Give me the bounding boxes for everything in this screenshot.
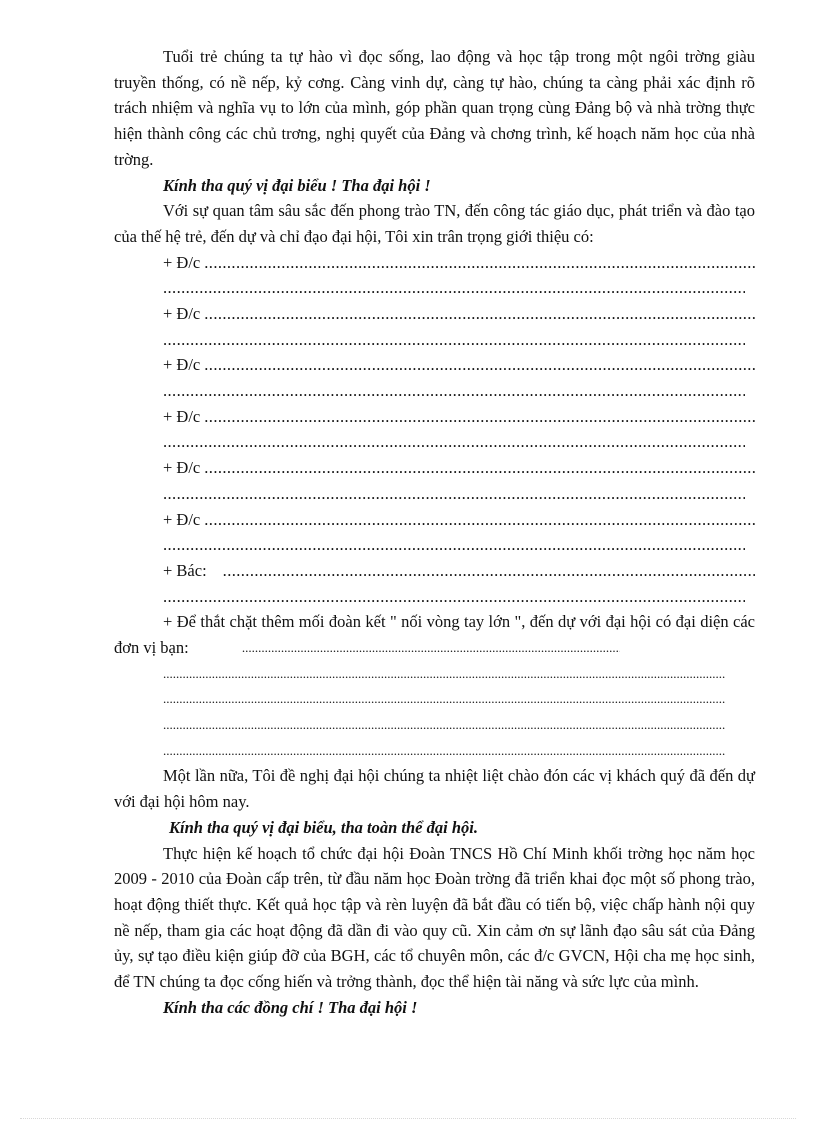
paragraph-pride: Tuổi trẻ chúng ta tự hào vì đọc sống, lao động và học tập trong một ngôi trờng giàu truyền thống, có nề nếp, kỷ cơng. Càng vinh dự, càng tự hào, chúng ta càng phải xác định rõ trách nhiệm và nghĩa vụ to lớn của mình, góp phần quan trọng cùng Đảng bộ và nhà trờng thực hiện thành công các chủ trơng, nghị quyết của Đảng và chơng trình, kế hoạch năm học của nhà trờng. bbox=[114, 47, 755, 169]
guest-continuation-line bbox=[114, 429, 745, 455]
guest-line: + Đ/c ..... bbox=[114, 352, 755, 378]
guest-continuation-line bbox=[114, 275, 745, 301]
guest-line: + Đ/c ..... bbox=[114, 404, 755, 430]
guest-line: + Đ/c ..... bbox=[114, 250, 755, 276]
partner-unit-line bbox=[114, 661, 725, 687]
guest-line: + Đ/c ..... bbox=[114, 301, 755, 327]
greeting-heading-1: Kính tha quý vị đại biểu ! Tha đại hội ! bbox=[163, 175, 431, 195]
paragraph-introduction: Với sự quan tâm sâu sắc đến phong trào TN, đến công tác giáo dục, phát triển và đào tạo của thế hệ trẻ, đến dự và chỉ đạo đại hội, Tôi xin trân trọng giới thiệu có: bbox=[114, 201, 755, 246]
greeting-heading-3: Kính tha các đồng chí ! Tha đại hội ! bbox=[163, 997, 418, 1017]
page-bottom-border bbox=[20, 1118, 796, 1119]
guest-line: + Đ/c ..... bbox=[114, 455, 755, 481]
document-page bbox=[114, 44, 755, 1020]
guest-line: + Đ/c ..... bbox=[114, 507, 755, 533]
guest-list bbox=[114, 250, 755, 610]
guest-continuation-line bbox=[114, 327, 745, 353]
paragraph-welcome: Một lần nữa, Tôi đề nghị đại hội chúng ta nhiệt liệt chào đón các vị khách quý đã đến dự với đại hội hôm nay. bbox=[114, 766, 755, 812]
partner-unit-line bbox=[114, 712, 725, 738]
guest-continuation-line bbox=[114, 481, 745, 507]
partner-unit-line bbox=[114, 686, 725, 712]
greeting-heading-2: Kính tha quý vị đại biểu, tha toàn thể đại hội. bbox=[169, 817, 478, 837]
bac-line: + Bác: ..... bbox=[114, 558, 755, 584]
guest-continuation-line bbox=[114, 378, 745, 404]
bac-continuation-line bbox=[114, 584, 745, 610]
guest-continuation-line bbox=[114, 532, 745, 558]
paragraph-partner-units: + Để thắt chặt thêm mối đoàn kết " nối vòng tay lớn ", đến dự với đại hội có đại diện các đơn vị bạn: ..... bbox=[114, 609, 755, 660]
paragraph-plan: Thực hiện kế hoạch tổ chức đại hội Đoàn TNCS Hồ Chí Minh khối trờng học năm học 2009 - 2010 của Đoàn cấp trên, từ đầu năm học Đoàn trờng đã triển khai đọc một số phong trào, hoạt động thiết thực. Kết quả học tập và rèn luyện đã bắt đầu có tiến bộ, việc chấp hành nội quy nề nếp, tham gia các hoạt động đã dần đi vào quy cũ. Xin cảm ơn sự lãnh đạo sâu sát của Đảng ủy, sự tạo điều kiện giúp đỡ của BGH, các tổ chuyên môn, các đ/c GVCN, Hội cha mẹ học sinh, để TN chúng ta đọc cống hiến và trởng thành, đọc thể hiện tài năng và sức lực của mình. bbox=[114, 843, 755, 992]
partner-unit-line bbox=[114, 738, 725, 764]
